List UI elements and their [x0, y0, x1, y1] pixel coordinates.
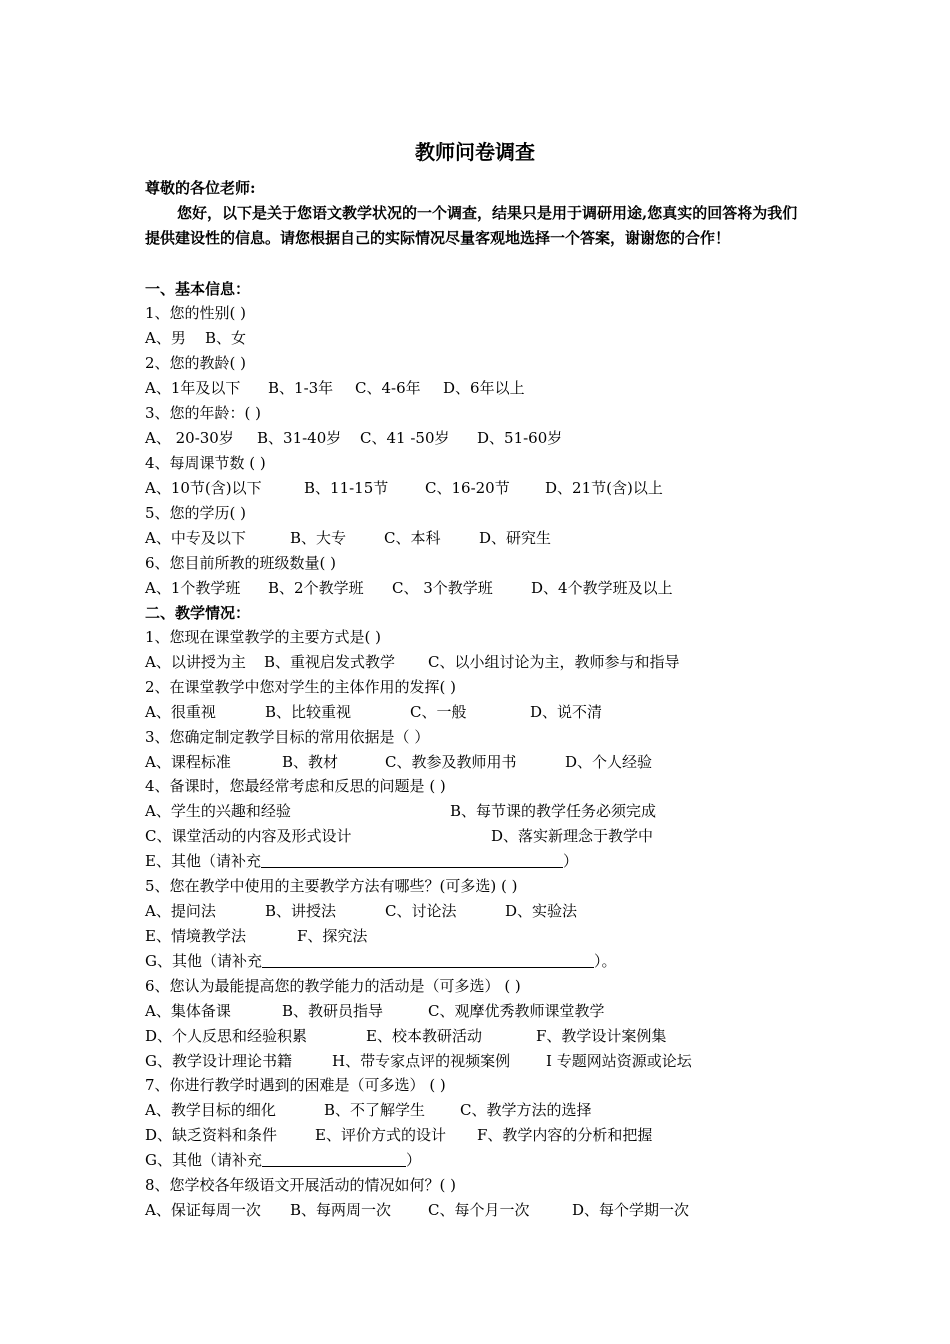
s2-q5-option-c[interactable]: C、讨论法: [385, 902, 457, 920]
s2-q6-option-i[interactable]: I 专题网站资源或论坛: [546, 1052, 692, 1070]
s2-q6-option-e[interactable]: E、校本教研活动: [366, 1027, 482, 1045]
s1-q4-option-a[interactable]: A、10节(含)以下: [145, 479, 262, 497]
s2-q1-text: 1、您现在课堂教学的主要方式是( ): [145, 628, 382, 646]
s2-q2-option-b[interactable]: B、比较重视: [265, 703, 352, 721]
s1-q5-option-b[interactable]: B、大专: [290, 529, 347, 547]
s1-q6-option-a[interactable]: A、1个教学班: [145, 579, 241, 597]
s2-q4-other-blank[interactable]: [261, 851, 563, 868]
s2-q5-option-g[interactable]: G、其他（请补充: [145, 952, 262, 970]
s2-q7-option-g[interactable]: G、其他（请补充: [145, 1151, 262, 1169]
section2-heading: 二、教学情况：: [145, 604, 251, 622]
s2-q4-option-a[interactable]: A、学生的兴趣和经验: [145, 802, 291, 820]
s2-q5-other-blank[interactable]: [262, 951, 594, 968]
s2-q5-option-f[interactable]: F、探究法: [297, 927, 368, 945]
s2-q4-option-e-close: ）: [562, 852, 578, 870]
s1-q4-option-b[interactable]: B、11-15节: [304, 479, 389, 497]
s2-q1-option-b[interactable]: B、重视启发式教学: [264, 653, 396, 671]
s2-q5-option-d[interactable]: D、实验法: [505, 902, 578, 920]
s1-q4-option-d[interactable]: D、21节(含)以上: [545, 479, 663, 497]
section1-heading: 一、基本信息：: [145, 280, 251, 298]
s2-q3-option-d[interactable]: D、个人经验: [565, 753, 653, 771]
s1-q2-option-c[interactable]: C、4-6年: [355, 379, 421, 397]
s2-q7-other-row: [145, 1148, 421, 1172]
s2-q4-option-c[interactable]: C、课堂活动的内容及形式设计: [145, 827, 352, 845]
s2-q6-option-h[interactable]: H、带专家点评的视频案例: [332, 1052, 511, 1070]
s2-q7-other-blank[interactable]: [262, 1150, 406, 1167]
s2-q4-option-e[interactable]: E、其他（请补充: [145, 852, 261, 870]
s2-q6-option-b[interactable]: B、教研员指导: [282, 1002, 384, 1020]
s1-q1-option-a[interactable]: A、男: [145, 329, 186, 347]
s1-q5-text: 5、您的学历( ): [145, 504, 247, 522]
s2-q5-option-e[interactable]: E、情境教学法: [145, 927, 246, 945]
s2-q2-option-c[interactable]: C、一般: [410, 703, 467, 721]
s2-q3-text: 3、您确定制定教学目标的常用依据是（ ）: [145, 728, 430, 746]
s2-q7-option-b[interactable]: B、不了解学生: [324, 1101, 426, 1119]
s2-q6-text: 6、您认为最能提高您的教学能力的活动是（可多选） ( ): [145, 977, 521, 995]
s2-q7-option-g-close: ）: [405, 1151, 421, 1169]
s2-q8-text: 8、您学校各年级语文开展活动的情况如何？( ): [145, 1176, 457, 1194]
s2-q6-option-d[interactable]: D、个人反思和经验积累: [145, 1027, 308, 1045]
s2-q7-option-d[interactable]: D、缺乏资料和条件: [145, 1126, 278, 1144]
s2-q4-other-row: [145, 849, 578, 873]
s2-q4-text: 4、备课时，您最经常考虑和反思的问题是 ( ): [145, 777, 446, 795]
s2-q5-text: 5、您在教学中使用的主要教学方法有哪些？(可多选) ( ): [145, 877, 518, 895]
s1-q5-option-a[interactable]: A、中专及以下: [145, 529, 246, 547]
s1-q3-text: 3、您的年龄：( ): [145, 404, 262, 422]
s1-q6-option-b[interactable]: B、2个教学班: [268, 579, 364, 597]
s2-q7-option-e[interactable]: E、评价方式的设计: [315, 1126, 446, 1144]
s2-q5-other-row: [145, 949, 617, 973]
s2-q5-option-a[interactable]: A、提问法: [145, 902, 216, 920]
s1-q4-option-c[interactable]: C、16-20节: [425, 479, 510, 497]
s2-q7-option-f[interactable]: F、教学内容的分析和把握: [477, 1126, 653, 1144]
s2-q5-option-b[interactable]: B、讲授法: [265, 902, 337, 920]
document-title: 教师问卷调查: [415, 140, 535, 164]
intro-paragraph: 您好，以下是关于您语文教学状况的一个调查，结果只是用于调研用途,您真实的回答将为我们提供建设性的信息。请您根据自己的实际情况尽量客观地选择一个答案，谢谢您的合作！: [145, 204, 798, 247]
s1-q4-text: 4、每周课节数 ( ): [145, 454, 266, 472]
greeting: 尊敬的各位老师:: [145, 179, 256, 197]
s2-q8-option-a[interactable]: A、保证每周一次: [145, 1201, 261, 1219]
s1-q3-option-c[interactable]: C、41 -50岁: [360, 429, 450, 447]
s2-q7-option-c[interactable]: C、教学方法的选择: [460, 1101, 592, 1119]
s1-q2-text: 2、您的教龄( ): [145, 354, 247, 372]
s2-q8-option-c[interactable]: C、每个月一次: [428, 1201, 530, 1219]
s2-q7-text: 7、你进行教学时遇到的困难是（可多选） ( ): [145, 1076, 446, 1094]
s1-q5-option-d[interactable]: D、研究生: [479, 529, 552, 547]
s1-q1-text: 1、您的性别( ): [145, 304, 247, 322]
s2-q7-option-a[interactable]: A、教学目标的细化: [145, 1101, 276, 1119]
s2-q3-option-c[interactable]: C、教参及教师用书: [385, 753, 517, 771]
s2-q8-option-b[interactable]: B、每两周一次: [290, 1201, 392, 1219]
s2-q6-option-c[interactable]: C、观摩优秀教师课堂教学: [428, 1002, 605, 1020]
s2-q6-option-a[interactable]: A、集体备课: [145, 1002, 231, 1020]
s2-q3-option-a[interactable]: A、课程标准: [145, 753, 231, 771]
s2-q1-option-c[interactable]: C、以小组讨论为主，教师参与和指导: [428, 653, 680, 671]
s1-q5-option-c[interactable]: C、本科: [384, 529, 441, 547]
s1-q3-option-d[interactable]: D、51-60岁: [477, 429, 563, 447]
s2-q6-option-f[interactable]: F、教学设计案例集: [536, 1027, 667, 1045]
s1-q3-option-b[interactable]: B、31-40岁: [257, 429, 342, 447]
s1-q3-option-a[interactable]: A、 20-30岁: [145, 429, 234, 447]
s2-q8-option-d[interactable]: D、每个学期一次: [572, 1201, 690, 1219]
s2-q6-option-g[interactable]: G、教学设计理论书籍: [145, 1052, 292, 1070]
s1-q2-option-b[interactable]: B、1-3年: [268, 379, 334, 397]
s2-q4-option-b[interactable]: B、每节课的教学任务必须完成: [450, 802, 657, 820]
s1-q2-option-d[interactable]: D、6年以上: [443, 379, 525, 397]
s2-q2-text: 2、在课堂教学中您对学生的主体作用的发挥( ): [145, 678, 457, 696]
s1-q1-option-b[interactable]: B、女: [205, 329, 247, 347]
s2-q3-option-b[interactable]: B、教材: [282, 753, 339, 771]
s2-q1-option-a[interactable]: A、以讲授为主: [145, 653, 246, 671]
s2-q2-option-a[interactable]: A、很重视: [145, 703, 216, 721]
s2-q4-option-d[interactable]: D、落实新理念于教学中: [491, 827, 654, 845]
s1-q6-text: 6、您目前所教的班级数量( ): [145, 554, 337, 572]
s1-q6-option-c[interactable]: C、 3个教学班: [392, 579, 493, 597]
s1-q2-option-a[interactable]: A、1年及以下: [145, 379, 241, 397]
s2-q2-option-d[interactable]: D、说不清: [530, 703, 603, 721]
s2-q5-option-g-close: ）。: [593, 952, 617, 970]
s1-q6-option-d[interactable]: D、4个教学班及以上: [531, 579, 673, 597]
